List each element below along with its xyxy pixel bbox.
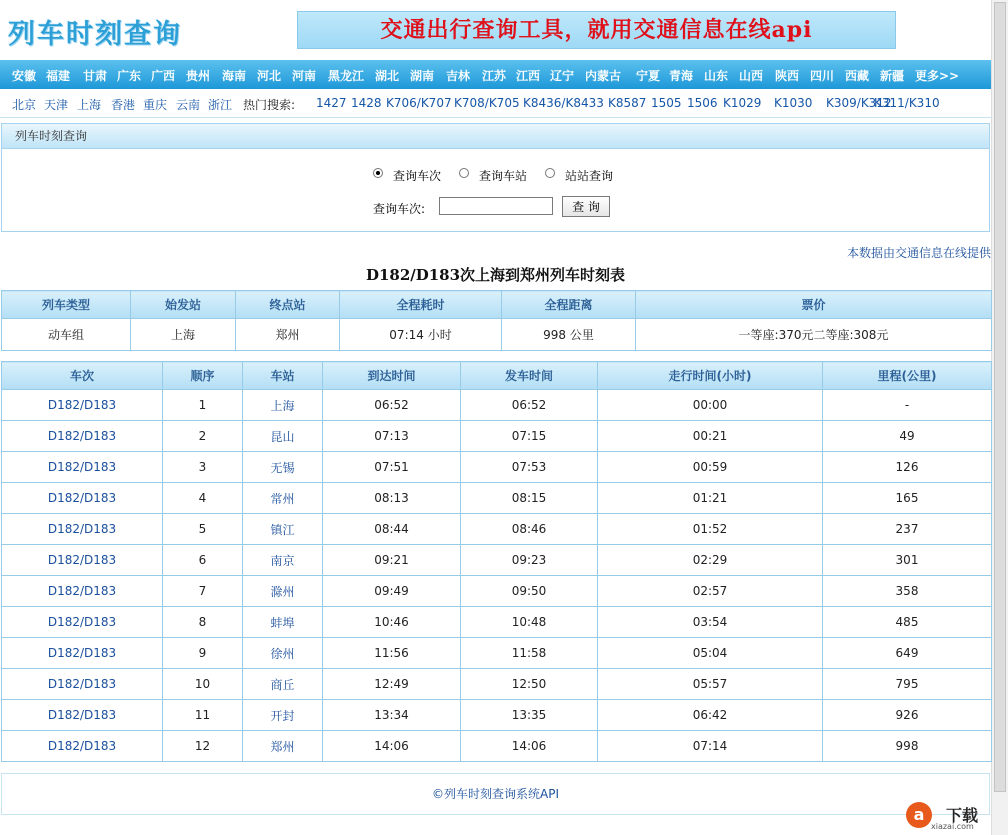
hot-search-link[interactable]: K706/K707 [386, 96, 452, 110]
train-number-link[interactable]: D182/D183 [47, 677, 117, 691]
table-cell [243, 700, 323, 731]
table-cell: 649 [823, 638, 992, 669]
radio-station-to-station[interactable] [545, 168, 555, 178]
table-cell: 12:49 [323, 669, 461, 700]
station-link[interactable]: 郑州 [270, 739, 295, 754]
province-link[interactable]: 河北 [257, 69, 282, 83]
table-cell: 01:52 [598, 514, 823, 545]
table-cell: 05:57 [598, 669, 823, 700]
ad-banner[interactable]: 交通出行查询工具，就用交通信息在线api [297, 11, 896, 49]
province-link[interactable]: 甘肃 [83, 69, 108, 83]
province-link[interactable]: 安徽 [12, 69, 37, 83]
summary-header-cell: 全程距离 [502, 291, 636, 319]
province-link[interactable]: 江苏 [482, 69, 507, 83]
hot-search-link[interactable]: K1029 [723, 96, 762, 110]
hot-search-link[interactable]: K1030 [774, 96, 813, 110]
province-link[interactable]: 宁夏 [636, 69, 661, 83]
table-cell [2, 421, 163, 452]
radio-query-train[interactable] [373, 168, 383, 178]
table-cell: 2 [163, 421, 243, 452]
table-cell: 301 [823, 545, 992, 576]
province-link[interactable]: 海南 [222, 69, 247, 83]
table-cell: 06:42 [598, 700, 823, 731]
province-link[interactable]: 湖北 [375, 69, 400, 83]
summary-cell: 07:14 小时 [340, 319, 502, 351]
data-source-link[interactable]: 本数据由交通信息在线提供 [846, 246, 991, 260]
schedule-header-cell: 里程(公里) [823, 362, 992, 390]
table-cell [2, 390, 163, 421]
summary-row [2, 319, 992, 351]
table-cell [243, 421, 323, 452]
schedule-header-cell: 车次 [2, 362, 163, 390]
summary-header-cell: 全程耗时 [340, 291, 502, 319]
train-number-link[interactable]: D182/D183 [47, 615, 117, 629]
hot-search-link[interactable]: K8587 [608, 96, 647, 110]
table-cell [243, 731, 323, 762]
province-link[interactable]: 陕西 [775, 69, 800, 83]
table-cell: 10:46 [323, 607, 461, 638]
table-cell: 6 [163, 545, 243, 576]
footer-api-link[interactable]: ©列车时刻查询系统API [432, 787, 559, 801]
city-link[interactable]: 北京 [12, 98, 37, 112]
train-number-link[interactable]: D182/D183 [47, 708, 117, 722]
province-link[interactable]: 辽宁 [550, 69, 575, 83]
table-cell: 06:52 [323, 390, 461, 421]
table-cell [2, 607, 163, 638]
table-cell: 02:29 [598, 545, 823, 576]
hot-search-link[interactable]: K309/K312 [826, 96, 892, 110]
station-link[interactable]: 商丘 [270, 677, 295, 692]
table-cell: 10 [163, 669, 243, 700]
query-panel-title: 列车时刻查询 [2, 124, 989, 149]
table-cell: 11 [163, 700, 243, 731]
summary-header-cell: 票价 [636, 291, 992, 319]
province-link[interactable]: 四川 [810, 69, 835, 83]
table-row [2, 514, 992, 545]
province-link[interactable]: 广西 [151, 69, 176, 83]
table-cell [243, 390, 323, 421]
table-cell [2, 638, 163, 669]
radio-station-to-station-label[interactable]: 站站查询 [565, 169, 614, 183]
table-cell: 01:21 [598, 483, 823, 514]
province-link[interactable]: 福建 [46, 69, 71, 83]
train-number-link[interactable]: D182/D183 [47, 491, 117, 505]
province-link[interactable]: 更多>> [915, 69, 960, 83]
table-cell: 07:15 [461, 421, 598, 452]
station-link[interactable]: 南京 [270, 553, 295, 568]
table-cell: 9 [163, 638, 243, 669]
province-link[interactable]: 河南 [292, 69, 317, 83]
table-cell: 358 [823, 576, 992, 607]
summary-cell: 动车组 [2, 319, 131, 351]
table-row [2, 607, 992, 638]
train-summary-table [1, 290, 992, 351]
province-link[interactable]: 贵州 [186, 69, 211, 83]
table-cell: 5 [163, 514, 243, 545]
table-cell: 49 [823, 421, 992, 452]
radio-query-train-label[interactable]: 查询车次 [393, 169, 442, 183]
table-row [2, 700, 992, 731]
city-link[interactable]: 云南 [176, 98, 201, 112]
table-cell [243, 607, 323, 638]
table-cell: 09:21 [323, 545, 461, 576]
hot-search-link[interactable]: 1505 [651, 96, 682, 110]
table-row [2, 421, 992, 452]
table-row [2, 452, 992, 483]
station-link[interactable]: 常州 [270, 491, 295, 506]
city-link[interactable]: 天津 [44, 98, 69, 112]
province-link[interactable]: 广东 [117, 69, 142, 83]
train-number-link[interactable]: D182/D183 [47, 739, 117, 753]
summary-cell: 一等座:370元二等座:308元 [636, 319, 992, 351]
table-cell [2, 545, 163, 576]
hot-search-link[interactable]: K708/K705 [454, 96, 520, 110]
schedule-header-cell: 到达时间 [323, 362, 461, 390]
table-cell: 926 [823, 700, 992, 731]
table-row [2, 669, 992, 700]
table-cell: 998 [823, 731, 992, 762]
table-cell: 08:44 [323, 514, 461, 545]
table-cell [2, 514, 163, 545]
table-cell [243, 669, 323, 700]
table-cell: 4 [163, 483, 243, 514]
table-cell: 12 [163, 731, 243, 762]
table-cell: 10:48 [461, 607, 598, 638]
table-row [2, 545, 992, 576]
schedule-table [1, 361, 992, 762]
station-link[interactable]: 昆山 [270, 429, 295, 444]
station-link[interactable]: 上海 [270, 398, 295, 413]
province-link[interactable]: 内蒙古 [585, 69, 622, 83]
site-logo[interactable]: 列车时刻查询 [8, 19, 182, 50]
table-row [2, 390, 992, 421]
hot-search-link[interactable]: 1428 [351, 96, 382, 110]
scrollbar-thumb[interactable] [994, 2, 1006, 792]
table-cell [2, 452, 163, 483]
table-cell: 03:54 [598, 607, 823, 638]
province-link[interactable]: 吉林 [446, 69, 471, 83]
table-cell: 8 [163, 607, 243, 638]
table-cell: 00:59 [598, 452, 823, 483]
table-cell: 11:56 [323, 638, 461, 669]
table-cell: 1 [163, 390, 243, 421]
table-cell: 12:50 [461, 669, 598, 700]
schedule-header-row [2, 362, 992, 390]
table-cell: 13:34 [323, 700, 461, 731]
table-cell: 07:53 [461, 452, 598, 483]
station-link[interactable]: 镇江 [270, 522, 295, 537]
table-cell: - [823, 390, 992, 421]
table-row [2, 483, 992, 514]
table-cell: 14:06 [461, 731, 598, 762]
watermark-label: 下载 [946, 806, 979, 825]
city-link[interactable]: 重庆 [143, 98, 168, 112]
train-number-link[interactable]: D182/D183 [47, 553, 117, 567]
province-nav [0, 60, 991, 89]
hot-search-link[interactable]: K8436/K8433 [523, 96, 604, 110]
table-cell [243, 483, 323, 514]
city-link[interactable]: 上海 [77, 98, 102, 112]
station-link[interactable]: 蚌埠 [270, 615, 295, 630]
table-row [2, 576, 992, 607]
summary-header-cell: 终点站 [236, 291, 340, 319]
table-row [2, 731, 992, 762]
hot-search-label: 热门搜索: [243, 98, 296, 112]
table-cell: 08:13 [323, 483, 461, 514]
table-cell: 3 [163, 452, 243, 483]
train-number-link[interactable]: D182/D183 [47, 429, 117, 443]
footer [1, 773, 990, 815]
table-cell: 06:52 [461, 390, 598, 421]
train-number-label: 查询车次: [373, 202, 426, 216]
table-cell: 09:23 [461, 545, 598, 576]
query-button[interactable]: 查 询 [562, 196, 610, 217]
table-cell [243, 452, 323, 483]
summary-header-cell: 列车类型 [2, 291, 131, 319]
province-link[interactable]: 黑龙江 [328, 69, 365, 83]
train-number-link[interactable]: D182/D183 [47, 522, 117, 536]
table-cell [243, 545, 323, 576]
hot-search-link[interactable]: K311/K310 [874, 96, 940, 110]
schedule-header-cell: 顺序 [163, 362, 243, 390]
train-number-link[interactable]: D182/D183 [47, 584, 117, 598]
station-link[interactable]: 徐州 [270, 646, 295, 661]
table-cell: 7 [163, 576, 243, 607]
province-link[interactable]: 青海 [669, 69, 694, 83]
radio-query-station[interactable] [459, 168, 469, 178]
watermark-a: a [906, 802, 932, 828]
table-cell [2, 576, 163, 607]
table-cell: 07:51 [323, 452, 461, 483]
hot-search-link[interactable]: 1506 [687, 96, 718, 110]
table-cell: 237 [823, 514, 992, 545]
header [0, 0, 1008, 60]
table-cell: 126 [823, 452, 992, 483]
table-cell [243, 514, 323, 545]
table-cell: 14:06 [323, 731, 461, 762]
table-cell: 485 [823, 607, 992, 638]
table-cell: 13:35 [461, 700, 598, 731]
province-link[interactable]: 山东 [704, 69, 729, 83]
train-number-link[interactable]: D182/D183 [47, 460, 117, 474]
province-link[interactable]: 江西 [516, 69, 541, 83]
summary-cell: 998 公里 [502, 319, 636, 351]
table-cell [2, 483, 163, 514]
hot-search-link[interactable]: 1427 [316, 96, 347, 110]
table-cell: 05:04 [598, 638, 823, 669]
train-number-link[interactable]: D182/D183 [47, 398, 117, 412]
province-link[interactable]: 湖南 [410, 69, 435, 83]
table-cell: 09:49 [323, 576, 461, 607]
table-cell: 00:21 [598, 421, 823, 452]
station-link[interactable]: 无锡 [270, 460, 295, 475]
train-number-link[interactable]: D182/D183 [47, 646, 117, 660]
table-cell [2, 669, 163, 700]
schedule-header-cell: 走行时间(小时) [598, 362, 823, 390]
province-link[interactable]: 西藏 [845, 69, 870, 83]
summary-cell: 郑州 [236, 319, 340, 351]
summary-cell: 上海 [131, 319, 236, 351]
table-cell: 00:00 [598, 390, 823, 421]
table-cell: 11:58 [461, 638, 598, 669]
table-row [2, 638, 992, 669]
table-cell: 09:50 [461, 576, 598, 607]
table-cell: 08:46 [461, 514, 598, 545]
table-cell: 02:57 [598, 576, 823, 607]
radio-query-station-label[interactable]: 查询车站 [479, 169, 528, 183]
watermark-domain: xiazai.com [931, 822, 974, 831]
table-cell: 795 [823, 669, 992, 700]
station-link[interactable]: 开封 [270, 708, 295, 723]
province-link[interactable]: 新疆 [880, 69, 905, 83]
table-cell: 07:14 [598, 731, 823, 762]
summary-header-cell: 始发站 [131, 291, 236, 319]
watermark-logo [902, 800, 996, 833]
train-number-input[interactable] [439, 197, 553, 215]
province-link[interactable]: 山西 [739, 69, 764, 83]
table-cell: 08:15 [461, 483, 598, 514]
city-link[interactable]: 香港 [111, 98, 136, 112]
station-link[interactable]: 滁州 [270, 584, 295, 599]
table-cell: 165 [823, 483, 992, 514]
table-cell [243, 576, 323, 607]
table-cell: 07:13 [323, 421, 461, 452]
page-title: D182/D183次上海到郑州列车时刻表 [365, 266, 626, 284]
query-panel [1, 123, 990, 232]
table-cell [243, 638, 323, 669]
city-hot-search-bar [0, 89, 991, 118]
table-cell [2, 731, 163, 762]
schedule-header-cell: 车站 [243, 362, 323, 390]
summary-header-row [2, 291, 992, 319]
schedule-header-cell: 发车时间 [461, 362, 598, 390]
city-link[interactable]: 浙江 [208, 98, 233, 112]
vertical-scrollbar[interactable] [991, 0, 1008, 835]
table-cell [2, 700, 163, 731]
